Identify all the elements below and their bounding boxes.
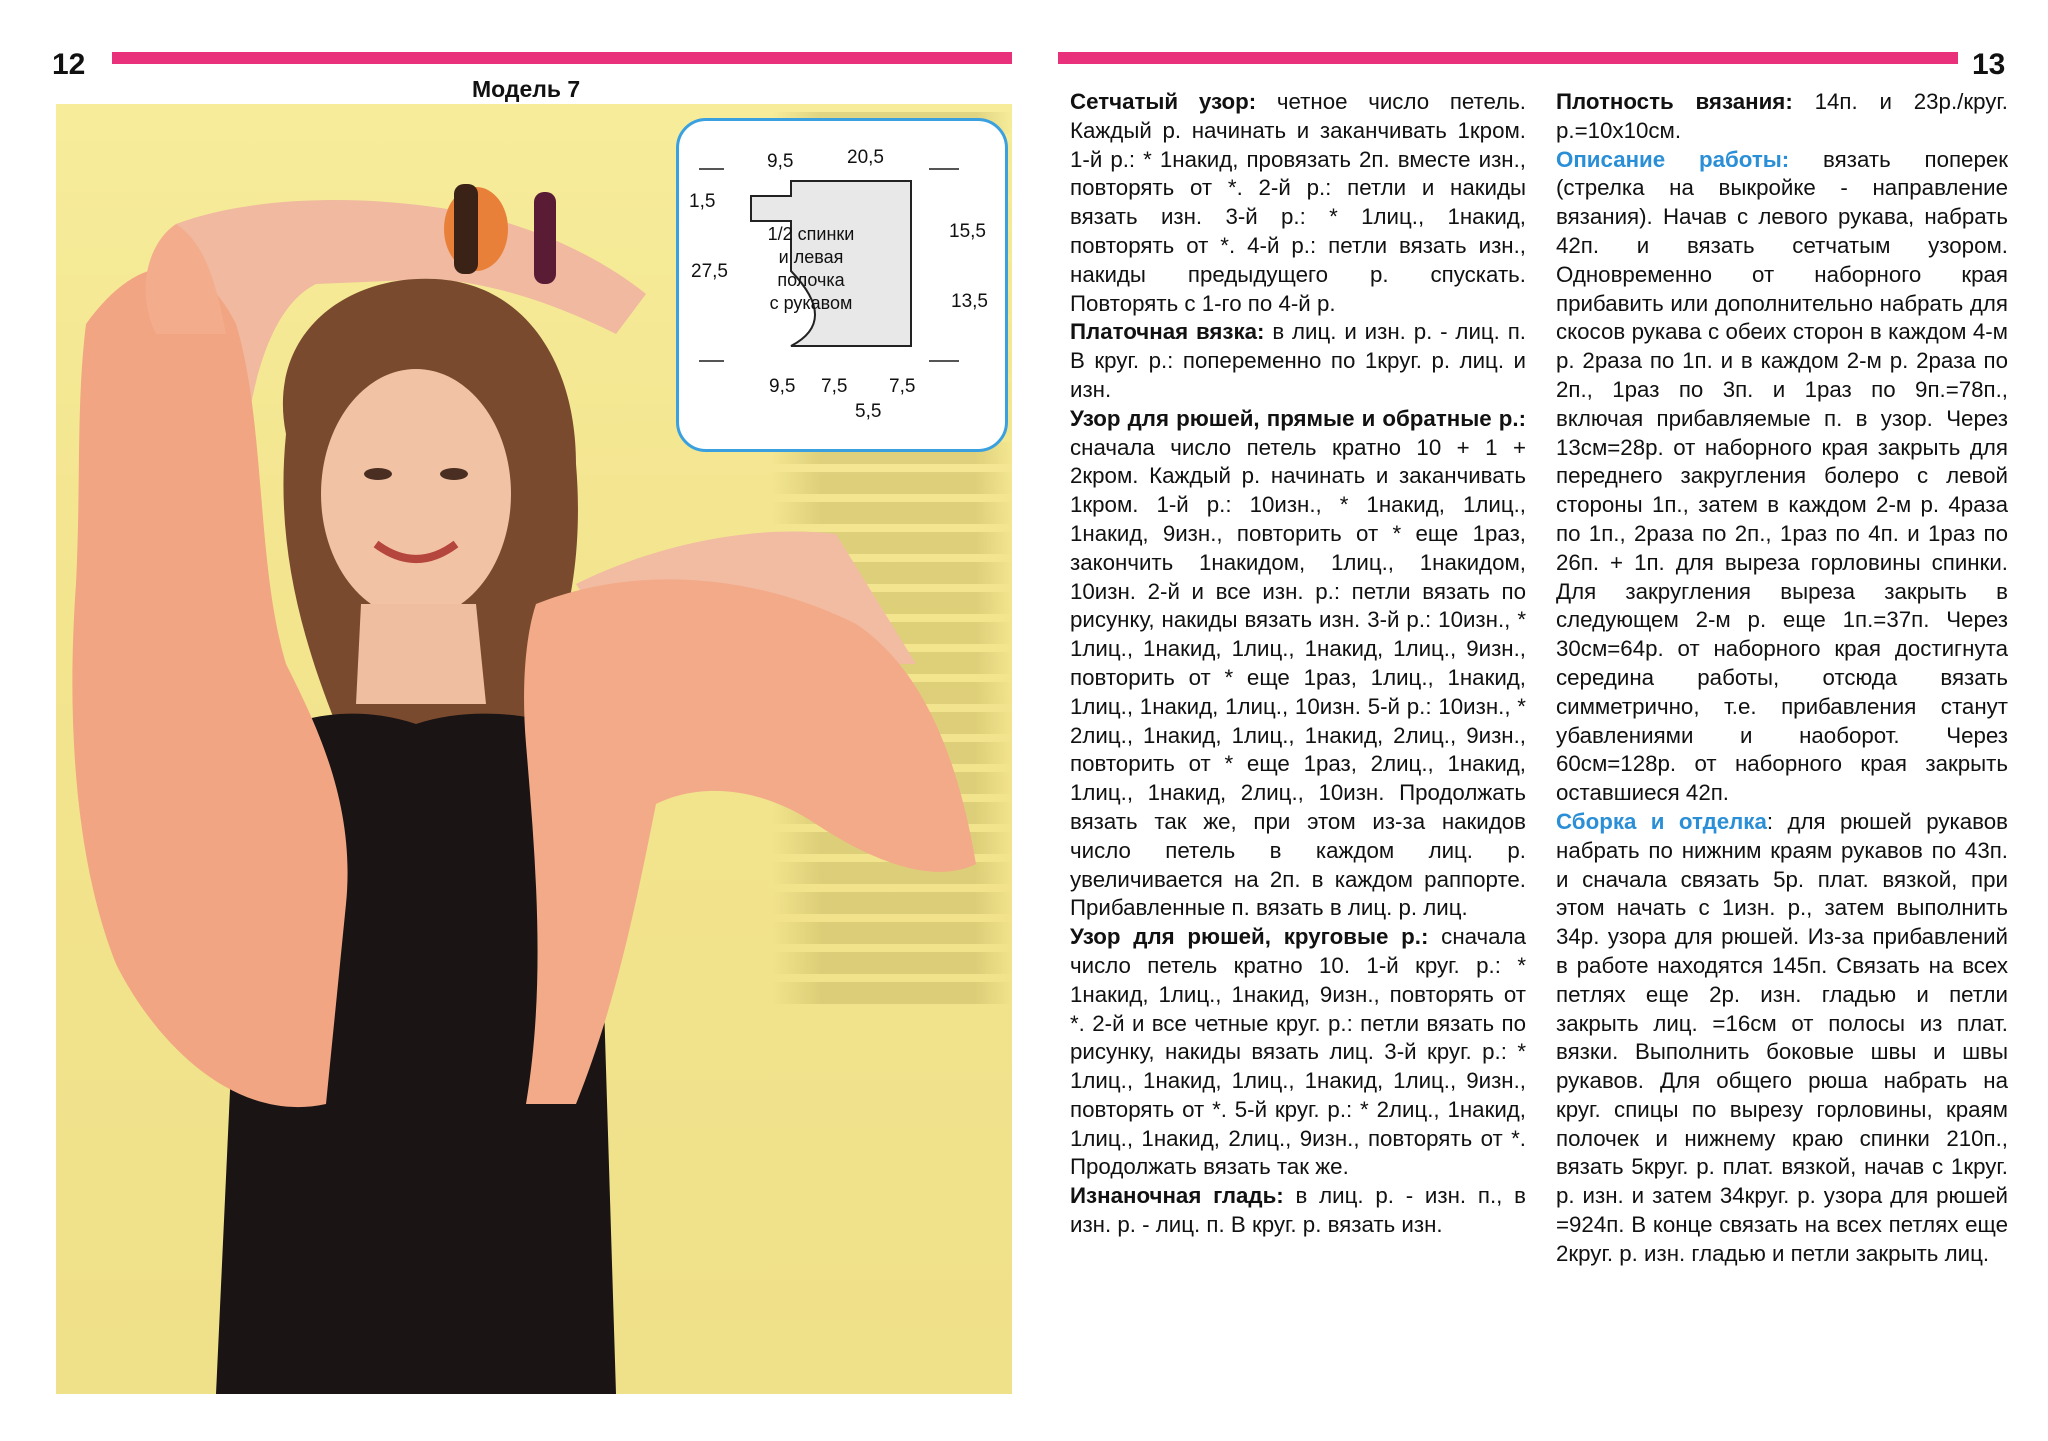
instructions-column-2 [1556,88,2008,1269]
section-gauge: Плотность вязания: 14п. и 23р./круг. р.=10х10см. [1556,89,2008,143]
section-assembly: Сборка и отделка: для рюшей рукавов набрать по нижним краям рукавов по 43п. и сначала связать 5р. плат. вязкой, при этом начать с 1изн. р., затем выполнить 34р. узора для рюшей. Из-за прибавлений в работе находятся 145п. Связать на всех петлях еще 2р. изн. гладью и петли закрыть лиц. =16см от полосы из плат. вязки. Выполнить боковые швы и швы рукавов. Для общего рюша набрать на круг. спицы по вырезу горловины, краям полочек и нижнему краю спинки 210п., вязать 5круг. р. плат. вязкой, начав с 1круг. р. изн. и затем 34круг. р. узора для рюшей =924п. В конце связать на всех петлях еще 2круг. р. изн. гладью и петли закрыть лиц. [1556,808,2008,1266]
dim-bottom-a: 9,5 [769,376,796,397]
section-reverse-stockinette: Изнаночная гладь: в лиц. р. - изн. п., в изн. р. - лиц. п. В круг. р. вязать изн. [1070,1183,1526,1238]
accent-bar-left [112,52,1012,64]
pattern-schematic [676,118,1008,452]
dim-right-a: 15,5 [949,221,986,242]
accent-bar-right [1058,52,1958,64]
neck [356,604,486,704]
dim-bottom-c: 7,5 [889,376,916,397]
bracelet-purple [534,192,556,284]
bracelet-dark [454,184,478,274]
face [321,369,511,619]
instructions-column-1 [1070,88,1526,1240]
section-ruffle-rounds: Узор для рюшей, круговые р.: сначала число петель кратно 10. 1-й круг. р.: * 1накид, 1лиц., 1накид, 9изн., повторять от *. 2-й и все четные круг. р.: петли вязать по рисунку, накиды вязать лиц. 3-й круг. р.: * 1лиц., 1накид, 1лиц., 1накид, 1лиц., 9изн., повторять от *. 5-й круг. р.: * 2лиц., 1накид, 1лиц., 1накид, 2лиц., 9изн., повторять от *. Продолжать вязать так же. [1070,924,1526,1180]
dim-top-a: 9,5 [767,151,794,172]
dim-bottom-b: 7,5 [821,376,848,397]
dim-right-b: 13,5 [951,291,988,312]
model-title: Модель 7 [472,76,581,102]
section-mesh-pattern: Сетчатый узор: четное число петель. Каждый р. начинать и заканчивать 1кром. 1-й р.: * 1накид, провязать 2п. вместе изн., повторять от *. 2-й р.: петли и накиды вязать изн. 3-й р.: * 1лиц., 1накид, повторять от *. 4-й р.: петли вязать изн., накиды предыдущего р. спускать. Повторять с 1-го по 4-й р. [1070,89,1526,316]
dim-left-top: 1,5 [689,191,716,212]
section-garter-stitch: Платочная вязка: в лиц. и изн. р. - лиц. п. В круг. р.: попеременно по 1круг. р. лиц. и изн. [1070,319,1526,402]
page-number-right: 13 [1972,48,2006,81]
dim-top-b: 20,5 [847,147,884,168]
dim-bottom-d: 5,5 [855,401,882,422]
dim-left-main: 27,5 [691,261,728,282]
page-number-left: 12 [52,48,86,81]
section-ruffle-rows: Узор для рюшей, прямые и обратные р.: сначала число петель кратно 10 + 1 + 2кром. Каждый р. начинать и заканчивать 1кром. 1-й р.: 10изн., * 1накид, 1лиц., 1накид, 9изн., повторить от * еще 1раз, закончить 1накидом, 1лиц., 1накидом, 10изн. 2-й и все изн. р.: петли вязать по рисунку, накиды вязать изн. 3-й р.: 10изн., * 1лиц., 1накид, 1лиц., 1накид, 1лиц., 9изн., повторить от * еще 1раз, 1лиц., 1накид, 1лиц., 1накид, 1лиц., 10изн. 5-й р.: 10изн., * 2лиц., 1накид, 1лиц., 1накид, 2лиц., 9изн., повторить от * еще 1раз, 2лиц., 1накид, 1лиц., 1накид, 2лиц., 10изн. Продолжать вязать так же, при этом из-за накидов число петель в каждом лиц. р. увеличивается на 2п. в каждом раппорте. Прибавленные п. вязать в лиц. р. лиц. [1070,405,1526,921]
schematic-label: 1/2 спинки и левая полочка с рукавом [767,224,855,313]
section-work-description: Описание работы: вязать поперек (стрелка на выкройке - направление вязания). Начав с левого рукава, набрать 42п. и вязать сетчатым узором. Одновременно от наборного края прибавить или дополнительно набрать для скосов рукава с обеих сторон в каждом 4-м р. 2раза по 1п. и в каждом 2-м р. 2раза по 2п., 1раз по 3п. и 1раз по 9п.=78п., включая прибавляемые п. в узор. Через 13см=28р. от наборного края закрыть для переднего закругления болеро с левой стороны 1п., затем в каждом 2-м р. 4раза по 1п., 2раза по 2п., 1раз по 4п. и 1раз по 26п. + 1п. для выреза горловины спинки. Для закругления выреза закрыть в следующем 2-м р. еще 1п.=37п. Через 30см=64р. от наборного края достигнута середина работы, отсюда вязать симметрично, т.е. прибавления станут убавлениями и наоборот. Через 60см=128р. от наборного края закрыть оставшиеся 42п. [1556,146,2008,806]
